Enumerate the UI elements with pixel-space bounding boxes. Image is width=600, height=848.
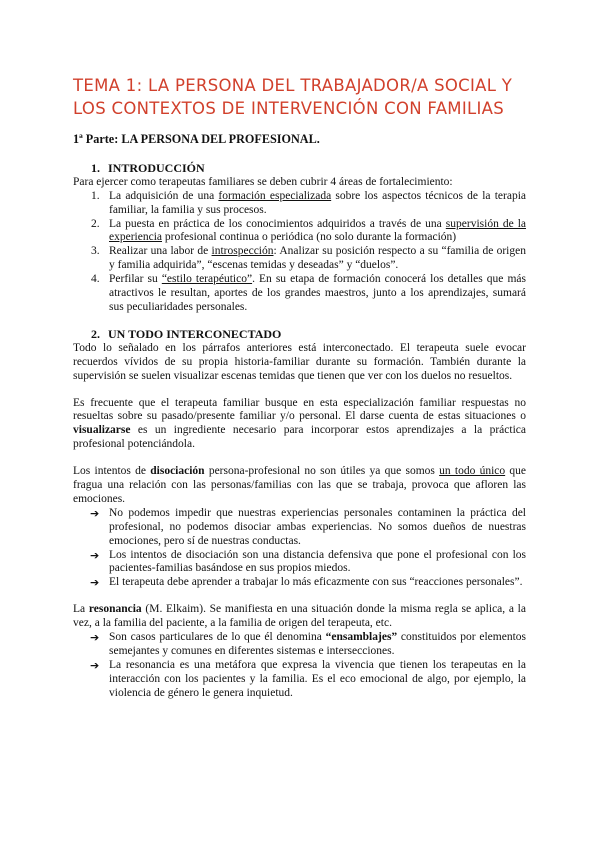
list-item-text: Los intentos de disociación son una distancia defensiva que pone el profesional con los pacientes-familias basándose en sus propios miedos. xyxy=(109,548,526,575)
section-1-intro: Para ejercer como terapeutas familiares se deben cubrir 4 áreas de fortalecimiento: xyxy=(73,175,453,188)
arrow-bullet-icon: ➔ xyxy=(90,631,100,645)
list-item-text: : Analizar su posición respecto a su “familia de origen y familia adquirida”, “escenas temidas y deseadas” y “duelos”. xyxy=(109,245,526,272)
arrow-bullet-icon: ➔ xyxy=(90,506,100,520)
list-item-text: El terapeuta debe aprender a trabajar lo más eficazmente con sus “reacciones personales”. xyxy=(109,576,523,589)
paragraph-text: La xyxy=(73,603,89,616)
list-item xyxy=(73,631,526,659)
list-item xyxy=(73,245,526,273)
paragraph xyxy=(73,397,526,453)
list-item xyxy=(73,190,526,218)
underlined-term: un todo único xyxy=(439,465,506,478)
bold-term: disociación xyxy=(150,465,205,478)
list-item xyxy=(73,273,526,315)
list-item-text: Perfilar su xyxy=(109,273,162,286)
list-item-text: constituidos por elementos semejantes y comunes en diferentes sistemas e intersecciones. xyxy=(109,631,526,657)
list-item xyxy=(73,507,526,549)
underlined-term: “estilo terapéutico” xyxy=(161,273,253,286)
arrow-bullet-icon: ➔ xyxy=(90,576,100,590)
bold-term: resonancia xyxy=(88,603,142,616)
section-1-list xyxy=(73,190,526,315)
list-item-text: Realizar una labor de xyxy=(109,245,212,258)
paragraph-text: Es frecuente que el terapeuta familiar busque en esta especialización familiar respuestas no resueltas sobre su pasado/presente familiar y/o personal. El darse cuenta de estas situaciones o xyxy=(73,396,526,423)
list-item-text: . En su etapa de formación conocerá los detalles que más atractivos le resultan, aportes de los grandes maestros, junto a los aprendizajes, sumará sus peculiaridades personales. xyxy=(109,273,526,313)
list-item-text: La puesta en práctica de los conocimientos adquiridos a través de una xyxy=(109,217,446,230)
paragraph xyxy=(73,603,526,631)
part-heading: 1ª Parte: LA PERSONA DEL PROFESIONAL. xyxy=(73,132,320,146)
paragraph-text: (M. Elkaim). Se manifiesta en una situación donde la misma regla se aplica, a la vez, a la familia del paciente, a la familia de origen del terapeuta, etc. xyxy=(73,603,526,630)
section-1-title: INTRODUCCIÓN xyxy=(108,160,205,175)
list-item-number: 2. xyxy=(91,217,100,230)
page-title: TEMA 1: LA PERSONA DEL TRABAJADOR/A SOCIAL Y LOS CONTEXTOS DE INTERVENCIÓN CON FAMILIAS xyxy=(73,76,513,118)
bold-term: “ensamblajes” xyxy=(325,631,398,644)
list-item-text: No podemos impedir que nuestras experiencias personales contaminen la práctica del profesional, no podemos disociar ambas experiencias. No somos dueños de nuestras emociones, pero sí de nuestras conductas. xyxy=(109,506,526,547)
bullet-list-1 xyxy=(73,507,526,590)
bold-term: visualizarse xyxy=(73,424,131,437)
list-item-text: La adquisición de una xyxy=(109,189,219,202)
list-item-text: Son casos particulares de lo que él denomina xyxy=(109,631,326,644)
list-item xyxy=(73,576,526,590)
list-item-number: 3. xyxy=(91,245,100,258)
paragraph-text: persona-profesional no son útiles ya que somos xyxy=(204,465,440,478)
section-2-title: UN TODO INTERCONECTADO xyxy=(108,326,282,341)
underlined-term: supervisión de la experiencia xyxy=(109,217,526,244)
bullet-list-2 xyxy=(73,631,526,701)
list-item xyxy=(73,218,526,246)
document-body xyxy=(73,133,526,701)
section-2-number: 2. xyxy=(91,326,100,341)
paragraph-text: Los intentos de xyxy=(73,465,151,478)
section-1-number: 1. xyxy=(91,160,100,175)
paragraph-text: que fragua una relación con las personas/familias con las que se trabaja, provoca que afloren las emociones. xyxy=(73,465,526,505)
underlined-term: formación especializada xyxy=(218,189,332,202)
list-item-number: 1. xyxy=(91,189,100,202)
section-1-heading xyxy=(73,162,526,176)
underlined-term: introspección xyxy=(211,245,274,258)
list-item xyxy=(73,549,526,577)
paragraph-text: es un ingrediente necesario para incorporar estos aprendizajes a la práctica profesional potenciándola. xyxy=(73,424,526,451)
paragraph xyxy=(73,465,526,507)
arrow-bullet-icon: ➔ xyxy=(90,658,100,672)
list-item-text: La resonancia es una metáfora que expresa la vivencia que tienen los terapeutas en la interacción con los pacientes y la familia. Es el eco emocional de algo, por ejemplo, la violencia de género le genera inquietud. xyxy=(109,658,526,699)
list-item-text: sobre los aspectos técnicos de la terapia familiar, la familia y sus procesos. xyxy=(109,189,526,216)
arrow-bullet-icon: ➔ xyxy=(90,548,100,562)
list-item-number: 4. xyxy=(91,273,100,286)
list-item-text: profesional continua o periódica (no solo durante la formación) xyxy=(162,231,457,244)
paragraph: Todo lo señalado en los párrafos anteriores está interconectado. El terapeuta suele evocar recuerdos vívidos de su propia historia-familiar durante su formación. También durante la supervisión se suelen visualizar escenas temidas que tienen que ver con los duelos no resueltos. xyxy=(73,341,526,382)
section-2-heading xyxy=(73,328,526,342)
list-item xyxy=(73,659,526,701)
